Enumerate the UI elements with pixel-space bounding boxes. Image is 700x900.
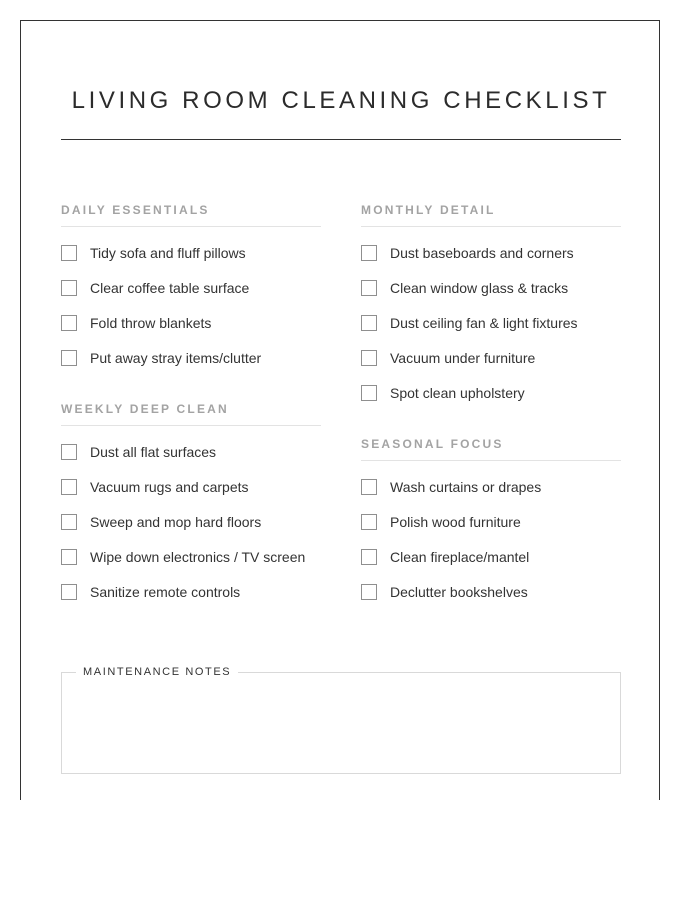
checklist-item[interactable] [61,235,321,270]
checklist-items [361,227,621,410]
checkbox[interactable] [61,280,77,296]
checkbox[interactable] [361,549,377,565]
checklist-item-label: Wash curtains or drapes [390,478,542,495]
checklist-item[interactable] [361,235,621,270]
section-heading: DAILY ESSENTIALS [61,203,321,227]
checklist-sheet [20,20,660,800]
checkbox[interactable] [361,584,377,600]
checklist-item[interactable] [61,305,321,340]
checkbox[interactable] [361,315,377,331]
section-heading: SEASONAL FOCUS [361,437,621,461]
checkbox[interactable] [61,584,77,600]
checklist-items [61,426,321,609]
title-divider [61,139,621,140]
checkbox[interactable] [361,245,377,261]
checklist-item-label: Sweep and mop hard floors [90,513,262,530]
checklist-item[interactable] [361,539,621,574]
checklist-item[interactable] [61,574,321,609]
checklist-item-label: Spot clean upholstery [390,384,525,401]
section-weekly-deep-clean [61,402,321,609]
checklist-item[interactable] [61,469,321,504]
checklist-item-label: Dust ceiling fan & light fixtures [390,314,578,331]
checklist-item[interactable] [361,305,621,340]
checklist-item[interactable] [61,504,321,539]
checklist-item[interactable] [61,539,321,574]
checklist-item-label: Clean fireplace/mantel [390,548,530,565]
checkbox[interactable] [61,479,77,495]
checklist-item[interactable] [361,270,621,305]
checklist-item-label: Dust baseboards and corners [390,244,574,261]
section-seasonal-focus [361,437,621,609]
checklist-item-label: Sanitize remote controls [90,583,241,600]
checkbox[interactable] [61,245,77,261]
checkbox[interactable] [61,315,77,331]
checklist-item-label: Tidy sofa and fluff pillows [90,244,246,261]
checklist-item[interactable] [361,574,621,609]
checklist-items [61,227,321,375]
checklist-item-label: Polish wood furniture [390,513,521,530]
checkbox[interactable] [61,514,77,530]
checkbox[interactable] [361,479,377,495]
checkbox[interactable] [361,514,377,530]
checklist-item-label: Clear coffee table surface [90,279,250,296]
section-heading: MONTHLY DETAIL [361,203,621,227]
checkbox[interactable] [361,280,377,296]
checkbox[interactable] [361,385,377,401]
checklist-item-label: Clean window glass & tracks [390,279,569,296]
checkbox[interactable] [61,350,77,366]
section-heading: WEEKLY DEEP CLEAN [61,402,321,426]
checklist-item[interactable] [361,340,621,375]
checklist-item[interactable] [61,340,321,375]
checklist-item-label: Wipe down electronics / TV screen [90,548,306,565]
checklist-item[interactable] [361,375,621,410]
checklist-item[interactable] [61,434,321,469]
checklist-item[interactable] [361,504,621,539]
maintenance-notes-box [61,666,621,774]
checklist-item-label: Fold throw blankets [90,314,212,331]
checkbox[interactable] [61,444,77,460]
checklist-item-label: Put away stray items/clutter [90,349,262,366]
checklist-item-label: Vacuum rugs and carpets [90,478,249,495]
checklist-item[interactable] [361,469,621,504]
checklist-item-label: Vacuum under furniture [390,349,536,366]
maintenance-notes-label: MAINTENANCE NOTES [76,665,238,679]
checkbox[interactable] [361,350,377,366]
section-daily-essentials [61,203,321,375]
maintenance-notes-area[interactable] [70,687,612,765]
checkbox[interactable] [61,549,77,565]
checklist-item-label: Declutter bookshelves [390,583,528,600]
checklist-item[interactable] [61,270,321,305]
page-title: LIVING ROOM CLEANING CHECKLIST [71,87,611,114]
section-monthly-detail [361,203,621,410]
checklist-items [361,461,621,609]
checklist-item-label: Dust all flat surfaces [90,443,217,460]
